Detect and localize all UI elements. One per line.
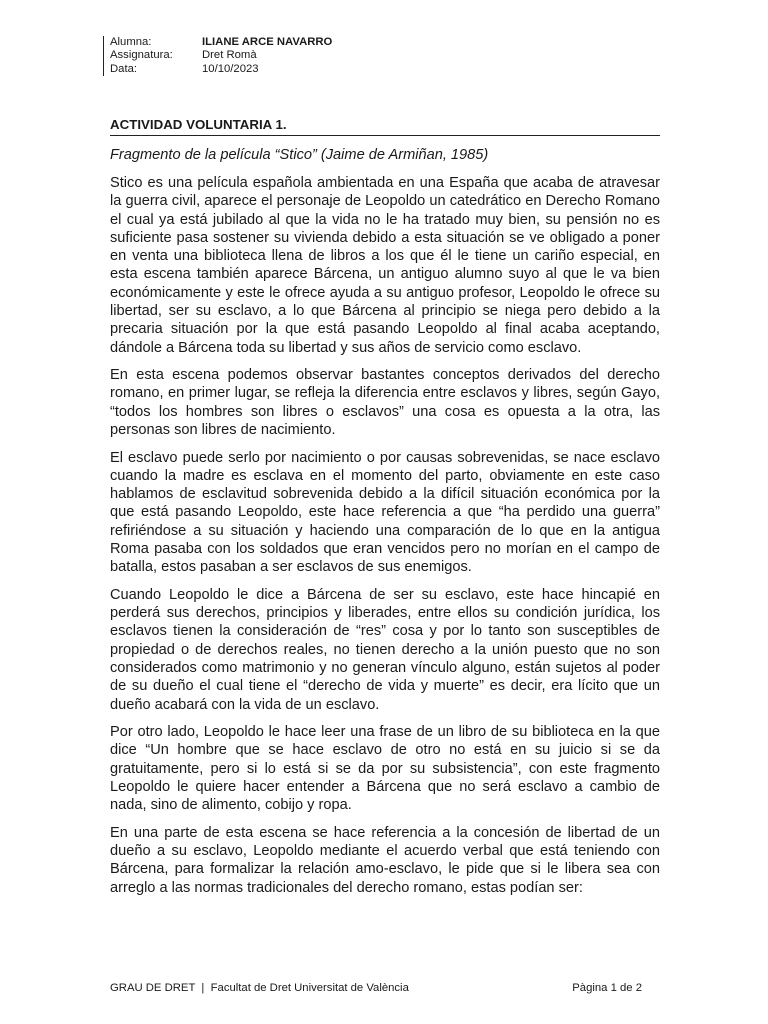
header-row-date	[110, 63, 332, 76]
paragraph-2: En esta escena podemos observar bastantes conceptos derivados del derecho romano, en primer lugar, se refleja la diferencia entre esclavos y libres, según Gayo, “todos los hombres son libres o esclavos” una cosa es opuesta a la otra, las personas son libres de nacimiento.	[110, 367, 660, 439]
title-divider	[110, 135, 660, 136]
date-label: Data:	[110, 62, 138, 75]
paragraph-5: Por otro lado, Leopoldo le hace leer una frase de un libro de su biblioteca en la que dice “Un hombre que se hace esclavo de otro no está en su juicio si se da gratuitamente, pero si lo está si se da por su subsistencia”, con este fragmento Leopoldo le quiere hacer entender a Bárcena que no será esclavo a cambio de nada, sino de alimento, cobijo y ropa.	[110, 724, 660, 814]
paragraph-4: Cuando Leopoldo le dice a Bárcena de ser su esclavo, este hace hincapié en perderá sus derechos, principios y liberades, entre ellos su condición jurídica, los esclavos tienen la consideración de “res” cosa y por lo tanto son susceptibles de propiedad o de derechos reales, no tienen derecho a la unión puesto que no son considerados como matrimonio y no generan vínculo alguno, están sujetos al poder de su dueño el cual tiene el “derecho de vida y muerte” es decir, era lícito que un dueño acabará con la vida de un esclavo.	[110, 586, 660, 713]
document-header	[103, 36, 332, 76]
student-label: Alumna:	[110, 36, 152, 48]
document-title: ACTIVIDAD VOLUNTARIA 1.	[110, 117, 287, 132]
date-value: 10/10/2023	[202, 62, 259, 75]
page-number: Pàgina 1 de 2	[572, 982, 642, 994]
student-name: ILIANE ARCE NAVARRO	[202, 36, 333, 48]
header-row-subject	[110, 49, 332, 62]
paragraph-6: En una parte de esta escena se hace referencia a la concesión de libertad de un dueño a su esclavo, Leopoldo mediante el acuerdo verbal que está teniendo con Bárcena, para formalizar la relación amo-esclavo, le pide que si le libera sea con arreglo a las normas tradicionales del derecho romano, estas podían ser:	[110, 824, 660, 896]
page-footer	[110, 982, 642, 994]
paragraph-1: Stico es una película española ambientada en una España que acaba de atravesar la guerra civil, aparece el personaje de Leopoldo un catedrático en Derecho Romano el cual ya está jubilado al que la vida no le ha tratado muy bien, su pensión no es suficiente pasa sostener su vivienda debido a esta situación se ve obligado a poner en venta una biblioteca llena de libros a los que él le tiene un cariño especial, en esta escena también aparece Bárcena, un antiguo alumno suyo al que le va bien económicamente y este le ofrece ayuda a su antiguo profesor, Leopoldo le ofrece su libertad, ser su esclavo, a lo que Bárcena al principio se niega pero debido a la precaria situación por la que está pasando Leopoldo al final acaba aceptando, dándole a Bárcena toda su libertad y sus años de servicio como esclavo.	[110, 175, 660, 356]
header-row-student	[110, 36, 332, 49]
subject-label: Assignatura:	[110, 49, 173, 62]
subject-value: Dret Romà	[202, 49, 257, 62]
document-body	[110, 174, 660, 906]
footer-institution: GRAU DE DRET | Facultat de Dret Universitat de València	[110, 982, 409, 994]
paragraph-3: El esclavo puede serlo por nacimiento o por causas sobrevenidas, se nace esclavo cuando la madre es esclava en el momento del parto, obviamente en este caso hablamos de esclavitud sobrevenida debido a la difícil situación económica por la que está pasando Leopoldo, este hace referencia a que “ha perdido una guerra” refiriéndose a su situación y haciendo una comparación de lo que en la antigua Roma pasaba con los soldados que eran vencidos pero no morían en el campo de batalla, estos pasaban a ser esclavos de sus enemigos.	[110, 449, 660, 576]
document-subtitle: Fragmento de la película “Stico” (Jaime de Armiñan, 1985)	[110, 147, 489, 163]
